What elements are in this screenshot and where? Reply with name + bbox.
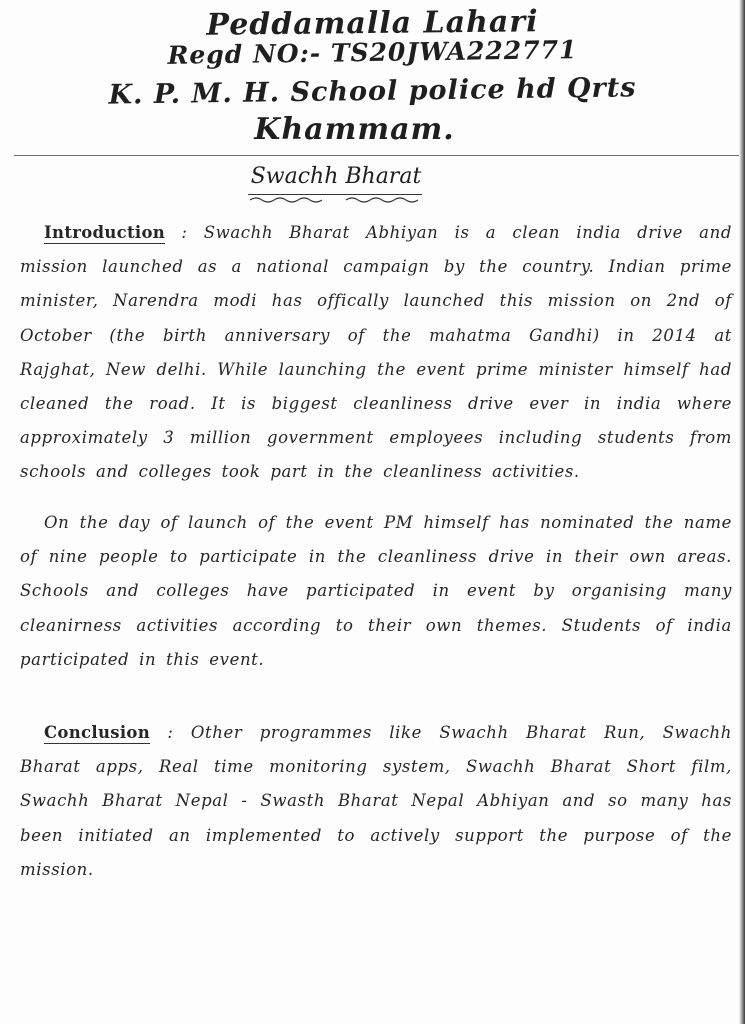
introduction-separator: : (165, 223, 204, 242)
launch-text: On the day of launch of the event PM himself has nominated the name of nine people to participate in the cleanliness drive in their own areas. Schools and colleges have participated in event by organising many cleanirness activities according to their own themes. Students of india participated in this event. (20, 513, 732, 669)
school-name: K. P. M. H. School police hd Qrts (108, 72, 637, 111)
scan-edge (739, 0, 745, 1024)
city-name: Khammam. (254, 112, 455, 147)
registration-number: Regd NO:- TS20JWA222771 (167, 35, 578, 70)
title-squiggle (250, 196, 420, 204)
conclusion-text: Other programmes like Swachh Bharat Run, Swachh Bharat apps, Real time monitoring system, Swachh Bharat Short film, Swachh Bharat Nepal - Swasth Bharat Nepal Abhiyan and so many has been initiated an implemented to actively support the purpose of the mission. (20, 723, 732, 879)
essay-title: Swachh Bharat (250, 164, 422, 189)
introduction-paragraph (20, 216, 732, 490)
conclusion-separator: : (150, 723, 191, 742)
student-header (0, 0, 745, 158)
introduction-heading: Introduction (44, 223, 166, 242)
student-name: Peddamalla Lahari (206, 4, 539, 43)
title-underline (248, 194, 422, 195)
conclusion-paragraph (20, 716, 732, 887)
introduction-text: Swachh Bharat Abhiyan is a clean india drive and mission launched as a national campaign by the country. Indian prime minister, Narendra modi has offically launched this mission on 2nd of October (the birth anniversary of the mahatma Gandhi) in 2014 at Rajghat, New delhi. While launching the event prime minister himself had cleaned the road. It is biggest cleanliness drive ever in india where approximately 3 million government employees including students from schools and colleges took part in the cleanliness activities. (20, 223, 732, 482)
header-divider (14, 155, 740, 156)
launch-paragraph (20, 506, 732, 677)
conclusion-heading: Conclusion (44, 723, 151, 742)
